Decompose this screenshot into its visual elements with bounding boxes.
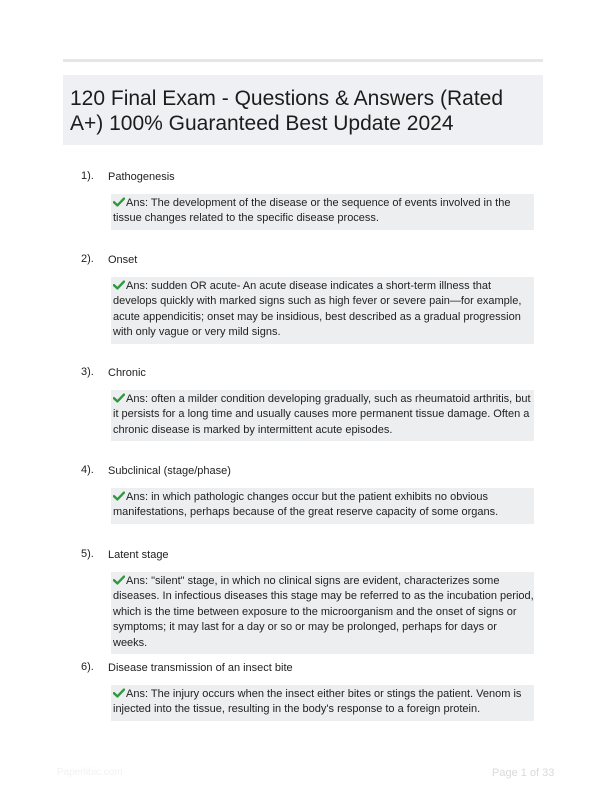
answer-box xyxy=(111,488,534,524)
question-term: Chronic xyxy=(108,367,146,379)
answer-text: often a milder condition developing gradually, such as rheumatoid arthritis, but it persists for a long time and usually causes more permanent tissue damage. Often a chronic disease is marked by intermittent acute episodes. xyxy=(113,393,531,436)
checkmark-icon xyxy=(113,393,125,403)
page-number: Page 1 of 33 xyxy=(492,767,555,779)
answer-box xyxy=(111,194,534,230)
answer-prefix: Ans: xyxy=(126,280,149,292)
answer-text: in which pathologic changes occur but the patient exhibits no obvious manifestations, perhaps because of the great reserve capacity of some organs. xyxy=(113,491,499,519)
answer-prefix: Ans: xyxy=(126,197,149,209)
question-number: 1). xyxy=(81,170,94,182)
question-term: Latent stage xyxy=(108,549,169,561)
answer-prefix: Ans: xyxy=(126,575,149,587)
question-term: Disease transmission of an insect bite xyxy=(108,662,293,674)
page-title: 120 Final Exam - Questions & Answers (Rated A+) 100% Guaranteed Best Update 2024 xyxy=(70,87,504,135)
answer-box xyxy=(111,390,534,441)
answer-text: The development of the disease or the sequence of events involved in the tissue changes related to the specific disease process. xyxy=(113,197,511,225)
top-divider xyxy=(63,59,543,62)
question-number: 3). xyxy=(81,366,94,378)
checkmark-icon xyxy=(113,197,125,207)
answer-text: "silent" stage, in which no clinical signs are evident, characterizes some diseases. In infectious diseases this stage may be referred to as the incubation period, which is the time between exposure to the microorganism and the onset of signs or symptoms; it may last for a day or so or may be prolonged, perhaps for days or weeks. xyxy=(113,575,534,649)
answer-prefix: Ans: xyxy=(126,491,149,503)
question-number: 5). xyxy=(81,548,94,560)
question-term: Pathogenesis xyxy=(108,171,175,183)
checkmark-icon xyxy=(113,491,125,501)
question-number: 2). xyxy=(81,253,94,265)
question-number: 4). xyxy=(81,464,94,476)
answer-prefix: Ans: xyxy=(126,393,149,405)
answer-text: sudden OR acute- An acute disease indicates a short-term illness that develops quickly with marked signs such as high fever or severe pain—for example, acute appendicitis; onset may be insidious, best described as a gradual progression with only vague or very mild signs. xyxy=(113,280,522,339)
checkmark-icon xyxy=(113,688,125,698)
answer-box xyxy=(111,685,534,721)
checkmark-icon xyxy=(113,280,125,290)
answer-box xyxy=(111,277,534,344)
checkmark-icon xyxy=(113,575,125,585)
question-term: Subclinical (stage/phase) xyxy=(108,465,231,477)
answer-text: The injury occurs when the insect either bites or stings the patient. Venom is injected into the tissue, resulting in the body's response to a foreign protein. xyxy=(113,688,522,716)
question-term: Onset xyxy=(108,254,138,266)
answer-box xyxy=(111,572,534,654)
footer-watermark: Paperlibic.com xyxy=(57,767,123,778)
title-banner xyxy=(63,75,543,145)
question-number: 6). xyxy=(81,661,94,673)
answer-prefix: Ans: xyxy=(126,688,149,700)
